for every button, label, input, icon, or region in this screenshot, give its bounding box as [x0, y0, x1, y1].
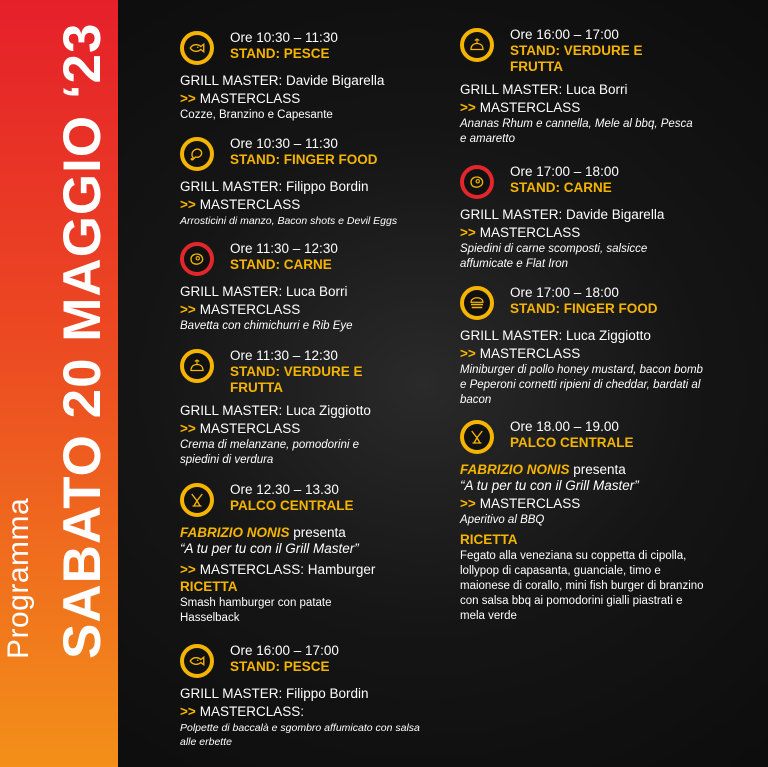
- grill-master: GRILL MASTER: Luca Borri: [180, 284, 348, 299]
- schedule-entry: [180, 483, 450, 626]
- entry-stand: STAND: CARNE: [510, 180, 612, 195]
- entry-stand: PALCO CENTRALE: [510, 435, 634, 450]
- schedule-entry: [180, 349, 450, 468]
- masterclass-label: >> MASTERCLASS: [460, 346, 581, 361]
- masterclass-label: >> MASTERCLASS:: [180, 704, 305, 719]
- ricetta-label: RICETTA: [460, 532, 518, 547]
- entry-description: Smash hamburger con patate Hasselback: [180, 597, 332, 624]
- presenter-quote: “A tu per tu con il Grill Master”: [460, 478, 639, 493]
- grill-master: GRILL MASTER: Filippo Bordin: [180, 686, 369, 701]
- entry-time: Ore 16:00 – 17:00: [230, 643, 339, 658]
- chicken-icon: [180, 137, 214, 171]
- sidebar-text-rotated: [0, 0, 118, 767]
- event-date: SABATO 20 MAGGIO ‘23: [53, 22, 112, 659]
- schedule-entry: [460, 420, 730, 624]
- masterclass-label: >> MASTERCLASS: [180, 421, 301, 436]
- masterclass-label: >> MASTERCLASS: [180, 91, 301, 106]
- grill-master: GRILL MASTER: Luca Borri: [460, 82, 628, 97]
- entry-stand: STAND: CARNE: [230, 257, 332, 272]
- masterclass-label: >> MASTERCLASS: Hamburger: [180, 562, 376, 577]
- vegetables-icon: [180, 349, 214, 383]
- sidebar-banner: [0, 0, 118, 767]
- entry-stand: STAND: FINGER FOOD: [230, 152, 378, 167]
- ricetta-label: RICETTA: [180, 579, 238, 594]
- entry-stand: STAND: VERDURE E FRUTTA: [230, 364, 363, 395]
- stage-icon: [460, 420, 494, 454]
- grill-master: GRILL MASTER: Davide Bigarella: [460, 207, 665, 222]
- entry-description: Crema di melanzane, pomodorini e spiedini di verdura: [180, 439, 359, 466]
- masterclass-label: >> MASTERCLASS: [180, 197, 301, 212]
- grill-master: GRILL MASTER: Filippo Bordin: [180, 179, 369, 194]
- entry-description: Cozze, Branzino e Capesante: [180, 109, 333, 121]
- fish-icon: [180, 644, 214, 678]
- entry-stand: STAND: FINGER FOOD: [510, 301, 658, 316]
- entry-time: Ore 18.00 – 19.00: [510, 419, 619, 434]
- entry-description: Polpette di baccalà e sgombro affumicato con salsa alle erbette: [180, 722, 420, 748]
- grill-master: GRILL MASTER: Luca Ziggiotto: [460, 328, 651, 343]
- burger-icon: [460, 286, 494, 320]
- masterclass-label: >> MASTERCLASS: [460, 100, 581, 115]
- stage-icon: [180, 483, 214, 517]
- masterclass-label: >> MASTERCLASS: [460, 496, 581, 511]
- entry-stand: PALCO CENTRALE: [230, 498, 354, 513]
- entry-stand: STAND: PESCE: [230, 659, 330, 674]
- schedule-entry: [460, 28, 730, 147]
- entry-time: Ore 16:00 – 17:00: [510, 27, 619, 42]
- entry-stand: STAND: VERDURE E FRUTTA: [510, 43, 643, 74]
- entry-stand: STAND: PESCE: [230, 46, 330, 61]
- grill-master: GRILL MASTER: Davide Bigarella: [180, 73, 385, 88]
- fish-icon: [180, 31, 214, 65]
- entry-description: Arrosticini di manzo, Bacon shots e Devil Eggs: [180, 215, 398, 227]
- vegetables-icon: [460, 28, 494, 62]
- entry-time: Ore 17:00 – 18:00: [510, 285, 619, 300]
- schedule-entry: [460, 286, 730, 408]
- ricetta-description: Fegato alla veneziana su coppetta di cipolla, lollypop di capasanta, guanciale, timo e maionese di corallo, mini fish burger di branzino con salsa bbq ai pomodorini gialli piastrati e mela verde: [460, 550, 704, 622]
- presenter-quote: “A tu per tu con il Grill Master”: [180, 541, 359, 556]
- presenter-line: FABRIZIO NONIS presenta: [460, 462, 626, 477]
- steak-icon: [460, 165, 494, 199]
- schedule-entry: [180, 31, 450, 123]
- schedule-entry: [180, 242, 450, 334]
- entry-description: Bavetta con chimichurri e Rib Eye: [180, 320, 353, 332]
- entry-time: Ore 17:00 – 18:00: [510, 164, 619, 179]
- entry-description: Aperitivo al BBQ: [460, 514, 545, 526]
- entry-time: Ore 10:30 – 11:30: [230, 136, 338, 151]
- entry-description: Ananas Rhum e cannella, Mele al bbq, Pesca e amaretto: [460, 118, 693, 145]
- schedule-entry: [460, 165, 730, 272]
- grill-master: GRILL MASTER: Luca Ziggiotto: [180, 403, 371, 418]
- presenter-line: FABRIZIO NONIS presenta: [180, 525, 346, 540]
- masterclass-label: >> MASTERCLASS: [460, 225, 581, 240]
- schedule-entry: [180, 644, 450, 749]
- entry-time: Ore 11:30 – 12:30: [230, 241, 338, 256]
- entry-time: Ore 11:30 – 12:30: [230, 348, 338, 363]
- masterclass-label: >> MASTERCLASS: [180, 302, 301, 317]
- entry-description: Miniburger di pollo honey mustard, bacon bomb e Peperoni cornetti ripieni di cheddar, bardati al bacon: [460, 364, 703, 406]
- entry-time: Ore 12.30 – 13.30: [230, 482, 339, 497]
- steak-icon: [180, 242, 214, 276]
- schedule-entry: [180, 137, 450, 229]
- program-title: Programma: [2, 497, 35, 659]
- entry-description: Spiedini di carne scomposti, salsicce affumicate e Flat Iron: [460, 243, 648, 270]
- entry-time: Ore 10:30 – 11:30: [230, 30, 338, 45]
